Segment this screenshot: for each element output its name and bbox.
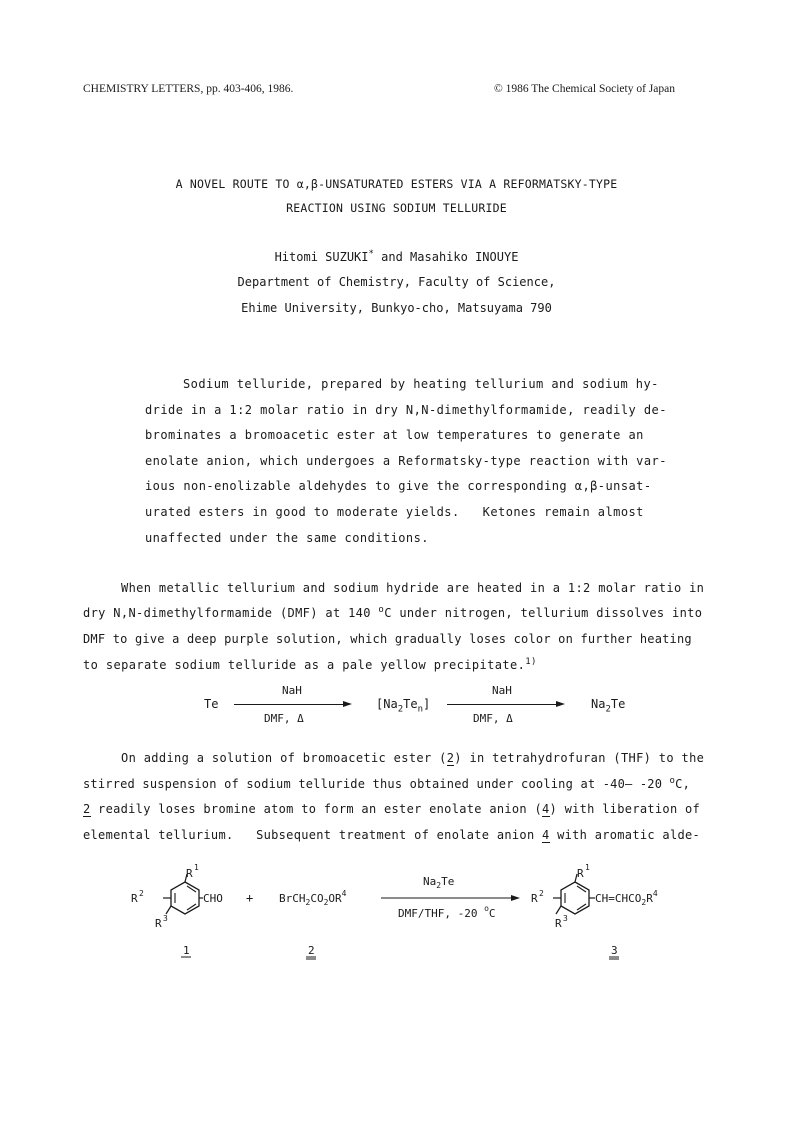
bromoacetic-ester: $BrCH_2CO_2OR^4$ bbox=[279, 889, 347, 907]
svg-text:1: 1 bbox=[194, 863, 199, 872]
compound-number: 4 bbox=[542, 828, 550, 842]
body-line: 2 readily loses bromine atom to form an ester enolate anion (4) with liberation of bbox=[83, 802, 701, 816]
svg-text:1: 1 bbox=[585, 863, 590, 872]
substituent-r2: R bbox=[531, 892, 538, 905]
plus-sign: + bbox=[246, 891, 254, 905]
arrow-1-reagent: NaH bbox=[282, 684, 302, 697]
arrow-head-icon bbox=[511, 895, 520, 901]
scheme-conditions: DMF/THF, -20 $^o$C bbox=[398, 904, 496, 920]
reaction-arrow-2 bbox=[447, 704, 557, 705]
svg-text:3: 3 bbox=[163, 914, 168, 923]
substituent-r1: R bbox=[186, 867, 193, 880]
product-sodium-telluride: $Na_2Te$ bbox=[591, 697, 626, 715]
abstract-line: Sodium telluride, prepared by heating tellurium and sodium hy- bbox=[183, 377, 659, 391]
compound-label-1: 1 bbox=[183, 944, 190, 957]
arrow-2-reagent: NaH bbox=[492, 684, 512, 697]
affiliation-line-2: Ehime University, Bunkyo-cho, Matsuyama 790 bbox=[241, 301, 552, 315]
journal-citation: CHEMISTRY LETTERS, pp. 403-406, 1986. bbox=[83, 83, 294, 95]
author-names: Hitomi SUZUKI* and Masahiko INOUYE bbox=[274, 249, 519, 264]
body-line: DMF to give a deep purple solution, which gradually loses color on further heating bbox=[83, 632, 692, 646]
copyright-notice: © 1986 The Chemical Society of Japan bbox=[494, 83, 675, 95]
body-line: On adding a solution of bromoacetic ester (2) in tetrahydrofuran (THF) to the bbox=[121, 751, 705, 765]
svg-text:3: 3 bbox=[563, 914, 568, 923]
abstract-line: dride in a 1:2 molar ratio in dry N,N-dimethylformamide, readily de- bbox=[145, 403, 667, 417]
article-title-line-2: REACTION USING SODIUM TELLURIDE bbox=[286, 201, 507, 215]
substituent-r3: R bbox=[155, 917, 162, 930]
arrow-head-icon bbox=[556, 701, 565, 707]
body-line: When metallic tellurium and sodium hydride are heated in a 1:2 molar ratio in bbox=[121, 581, 705, 595]
arrow-1-conditions: DMF, Δ bbox=[264, 712, 304, 725]
body-line: to separate sodium telluride as a pale yellow precipitate.$^{1)}$ bbox=[83, 657, 537, 672]
aldehyde-group: CHO bbox=[203, 892, 223, 905]
substituent-r2: R bbox=[131, 892, 138, 905]
substituent-r3: R bbox=[555, 917, 562, 930]
ester-side-chain: $CH=CHCO_2R^4$ bbox=[595, 889, 658, 907]
reference-marker: 1) bbox=[525, 657, 537, 667]
reaction-scheme bbox=[0, 850, 793, 970]
svg-text:2: 2 bbox=[539, 889, 544, 898]
compound-label-2: 2 bbox=[308, 944, 315, 957]
intermediate-polytelluride: $[Na_2Te_n]$ bbox=[376, 697, 431, 715]
body-line: dry N,N-dimethylformamide (DMF) at 140 $^o$C under nitrogen, tellurium dissolves into bbox=[83, 605, 703, 620]
article-title-line-1: A NOVEL ROUTE TO α,β-UNSATURATED ESTERS VIA A REFORMATSKY-TYPE bbox=[175, 177, 618, 191]
compound-number: 2 bbox=[446, 751, 455, 765]
benzaldehyde-structure bbox=[131, 863, 223, 930]
corresponding-author-mark: * bbox=[368, 249, 374, 259]
abstract-line: brominates a bromoacetic ester at low temperatures to generate an bbox=[145, 428, 644, 442]
unsaturated-ester-structure bbox=[531, 863, 658, 930]
abstract-line: enolate anion, which undergoes a Reformatsky-type reaction with var- bbox=[145, 454, 667, 468]
compound-number: 4 bbox=[542, 802, 550, 816]
abstract-line: ious non-enolizable aldehydes to give the corresponding α,β-unsat- bbox=[145, 479, 652, 493]
abstract-line: urated esters in good to moderate yields. Ketones remain almost bbox=[145, 505, 644, 519]
reaction-arrow-1 bbox=[234, 704, 344, 705]
body-line: elemental tellurium. Subsequent treatment of enolate anion 4 with aromatic alde- bbox=[83, 828, 701, 842]
arrow-2-conditions: DMF, Δ bbox=[473, 712, 513, 725]
scheme-reagent-na2te: $Na_2Te$ bbox=[423, 875, 455, 890]
reactant-te: Te bbox=[204, 697, 219, 711]
abstract-line: unaffected under the same conditions. bbox=[145, 531, 429, 545]
compound-number: 2 bbox=[83, 802, 91, 816]
svg-text:2: 2 bbox=[139, 889, 144, 898]
arrow-head-icon bbox=[343, 701, 352, 707]
compound-label-3: 3 bbox=[611, 944, 618, 957]
substituent-r1: R bbox=[577, 867, 584, 880]
affiliation-line-1: Department of Chemistry, Faculty of Science, bbox=[237, 275, 556, 289]
body-line: stirred suspension of sodium telluride thus obtained under cooling at -40— -20 $^o$C, bbox=[83, 776, 691, 791]
